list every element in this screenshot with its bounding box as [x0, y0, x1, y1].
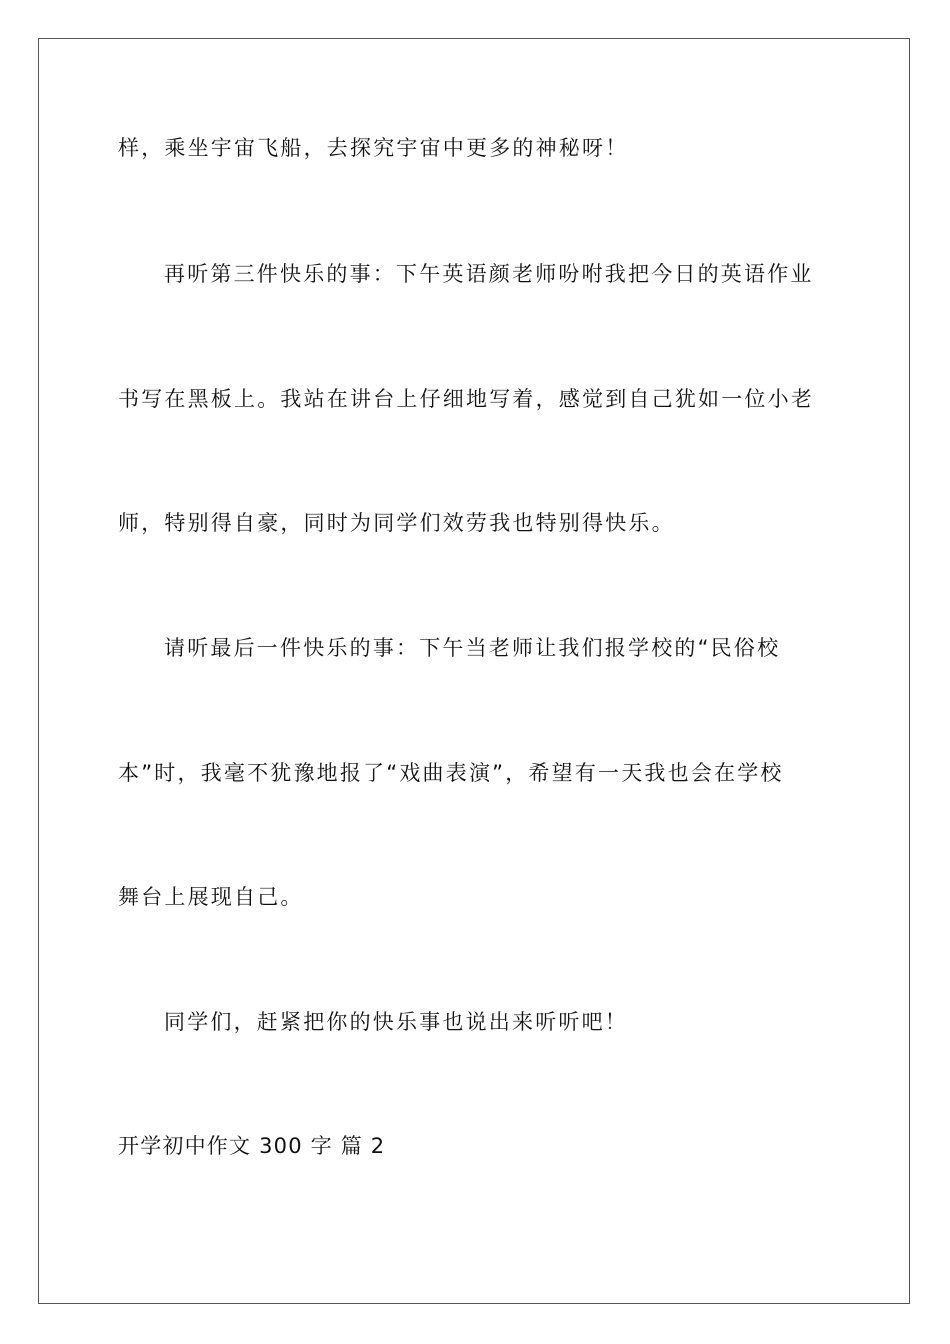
- paragraph-line-4: 师，特别得自豪，同时为同学们效劳我也特别得快乐。: [118, 511, 675, 535]
- paragraph-line-7: 舞台上展现自己。: [118, 885, 304, 909]
- paragraph-line-2: 再听第三件快乐的事：下午英语颜老师吩咐我把今日的英语作业: [164, 262, 814, 286]
- page-border: [38, 38, 910, 1304]
- paragraph-line-5: 请听最后一件快乐的事：下午当老师让我们报学校的“民俗校: [164, 636, 781, 660]
- paragraph-line-6: 本”时，我毫不犹豫地报了“戏曲表演”，希望有一天我也会在学校: [118, 761, 784, 785]
- paragraph-line-8: 同学们，赶紧把你的快乐事也说出来听听吧！: [164, 1010, 628, 1034]
- section-heading: 开学初中作文 300 字 篇 2: [118, 1134, 386, 1158]
- paragraph-line-1: 样，乘坐宇宙飞船，去探究宇宙中更多的神秘呀！: [118, 136, 629, 160]
- paragraph-line-3: 书写在黑板上。我站在讲台上仔细地写着，感觉到自己犹如一位小老: [118, 387, 814, 411]
